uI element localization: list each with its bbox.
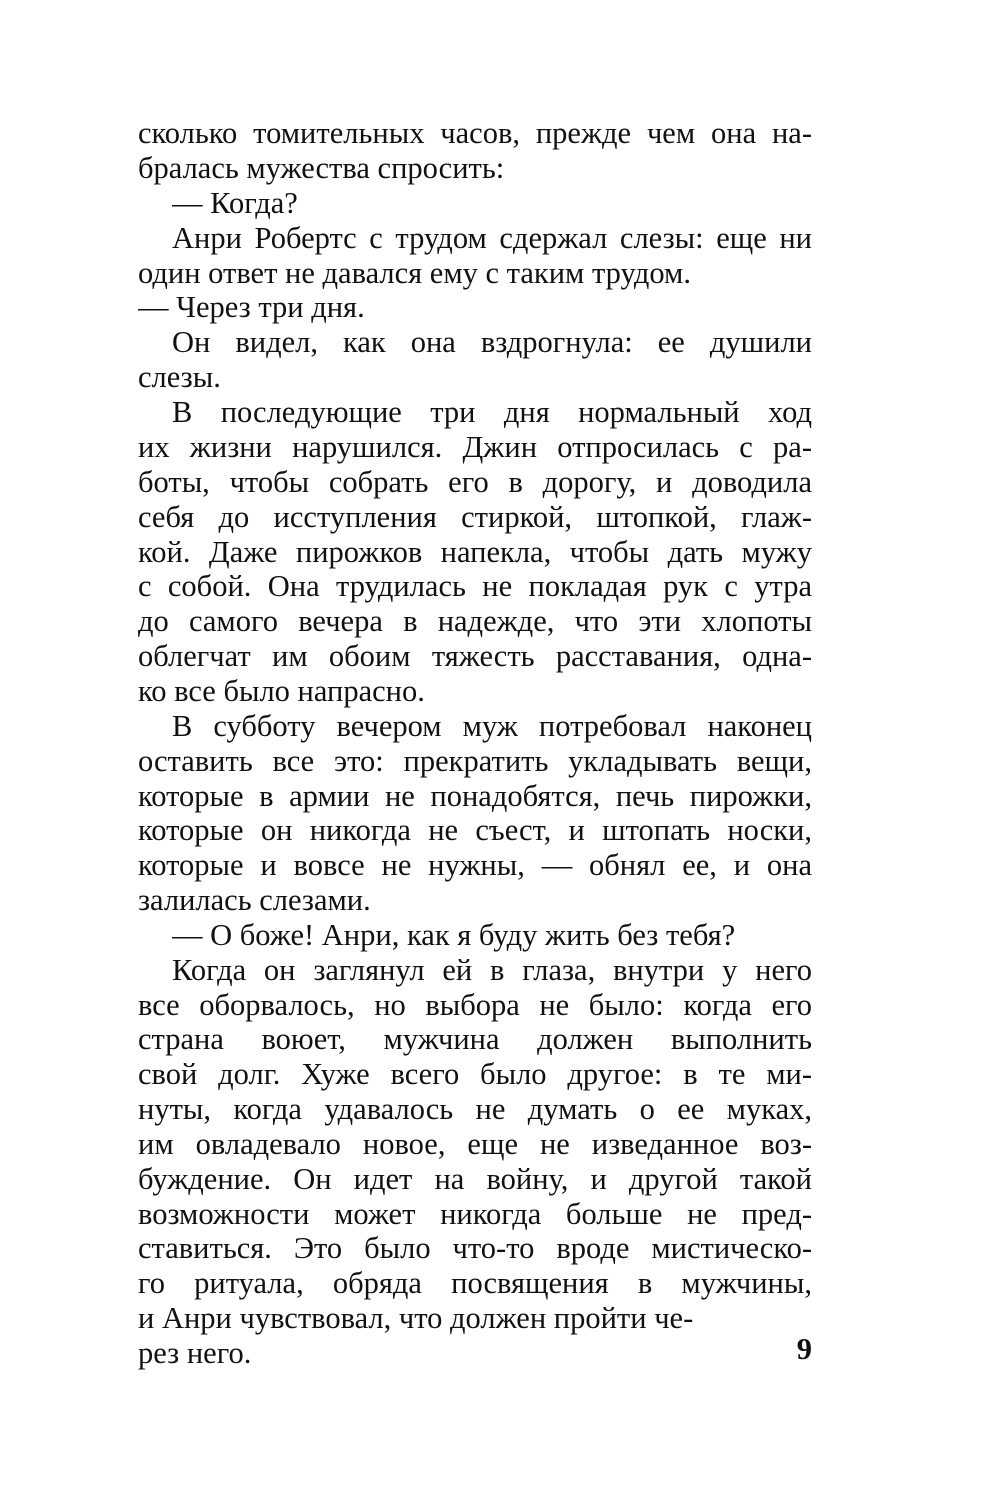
text-line: го ритуала, обряда посвящения в мужчины, (138, 1266, 812, 1300)
text-line: буждение. Он идет на войну, и другой такой (138, 1162, 812, 1196)
text-line: один ответ не давался ему с таким трудом. (138, 256, 691, 290)
text-line: Анри Робертс с трудом сдержал слезы: еще ни (172, 221, 812, 255)
text-line: слезы. (138, 360, 221, 394)
text-line: которые в армии не понадобятся, печь пирожки, (138, 779, 812, 813)
text-line: боты, чтобы собрать его в дорогу, и доводила (138, 465, 812, 499)
text-line: ко все было напрасно. (138, 674, 425, 708)
text-line: — Когда? (172, 186, 298, 220)
text-line: кой. Даже пирожков напекла, чтобы дать мужу (138, 535, 812, 569)
text-line: все оборвалось, но выбора не было: когда его (138, 988, 812, 1022)
text-line: им овладевало новое, еще не изведанное воз- (138, 1127, 812, 1161)
text-line: залилась слезами. (138, 883, 371, 917)
text-line: до самого вечера в надежде, что эти хлопоты (138, 604, 812, 638)
text-line: В последующие три дня нормальный ход (172, 395, 812, 429)
text-line: с собой. Она трудилась не покладая рук с утра (138, 569, 812, 603)
text-line: которые он никогда не съест, и штопать носки, (138, 813, 812, 847)
text-line: рез него. (138, 1336, 252, 1370)
text-line: Когда он заглянул ей в глаза, внутри у него (172, 953, 812, 987)
text-line: страна воюет, мужчина должен выполнить (138, 1022, 812, 1056)
text-line: которые и вовсе не нужны, — обнял ее, и она (138, 848, 812, 882)
page-number: 9 (796, 1332, 812, 1366)
text-line: свой долг. Хуже всего было другое: в те ми- (138, 1057, 812, 1091)
text-line: — О боже! Анри, как я буду жить без тебя? (172, 918, 736, 952)
text-line: В субботу вечером муж потребовал наконец (172, 709, 812, 743)
text-line: — Через три дня. (138, 290, 365, 324)
text-line: возможности может никогда больше не пред- (138, 1197, 812, 1231)
text-line: Он видел, как она вздрогнула: ее душили (172, 325, 812, 359)
text-line: оставить все это: прекратить укладывать вещи, (138, 744, 812, 778)
text-line: себя до исступления стиркой, штопкой, глаж- (138, 500, 812, 534)
text-line: бралась мужества спросить: (138, 151, 505, 185)
text-line: их жизни нарушился. Джин отпросилась с ра- (138, 430, 812, 464)
text-line: нуты, когда удавалось не думать о ее муках, (138, 1092, 812, 1126)
text-line: и Анри чувствовал, что должен пройти че- (138, 1301, 694, 1335)
text-line: сколько томительных часов, прежде чем она на- (138, 116, 812, 150)
text-line: ставиться. Это было что-то вроде мистическо- (138, 1231, 812, 1265)
text-line: облегчат им обоим тяжесть расставания, одна- (138, 639, 812, 673)
